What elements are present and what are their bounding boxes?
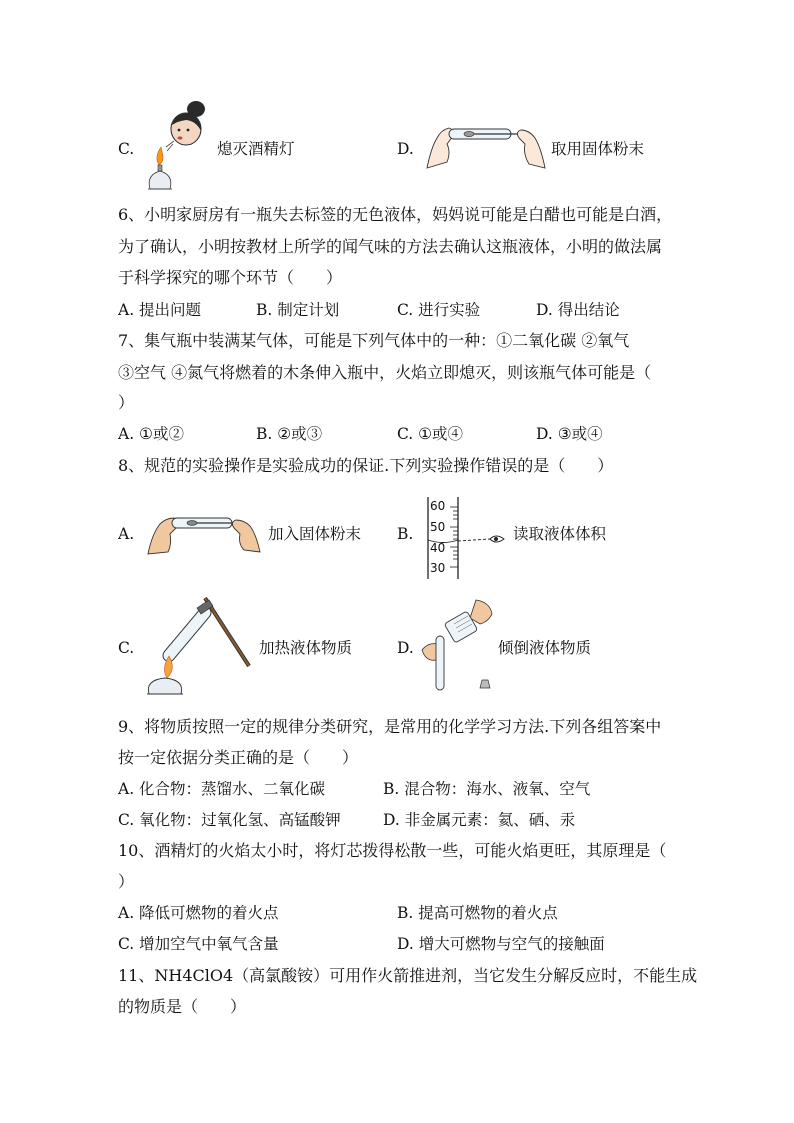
cylinder-tick-50: 50 <box>430 520 446 534</box>
q6-option-d: D. 得出结论 <box>536 301 620 319</box>
q7-option-a: A. ①或② <box>118 425 184 443</box>
q6-stem-line-1: 6、小明家厨房有一瓶失去标签的无色液体，妈妈说可能是白醋也可能是白酒， <box>118 205 673 224</box>
pour-liquid-illustration <box>418 596 498 696</box>
q11-stem-line-2: 的物质是（ ） <box>118 997 247 1016</box>
q8-option-c-letter: C. <box>118 639 135 657</box>
q7-stem-line-3: ） <box>118 393 135 412</box>
q11-stem-line-1: 11、NH4ClO4（高氯酸铵）可用作火箭推进剂，当它发生分解反应时，不能生成 <box>118 966 698 985</box>
q9-option-c: C. 氧化物：过氧化氢、高锰酸钾 <box>118 811 341 829</box>
q8-option-c-caption: 加热液体物质 <box>259 639 353 657</box>
take-solid-powder-illustration <box>425 118 549 174</box>
heat-liquid-illustration <box>145 592 255 698</box>
q10-option-b: B. 提高可燃物的着火点 <box>397 904 558 922</box>
q9-option-d: D. 非金属元素：氦、硒、汞 <box>383 811 576 829</box>
q6-option-a: A. 提出问题 <box>118 301 202 319</box>
q8-option-d-letter: D. <box>397 639 414 657</box>
cylinder-tick-60: 60 <box>430 499 446 513</box>
q8-stem: 8、规范的实验操作是实验成功的保证.下列实验操作错误的是（ ） <box>118 456 614 475</box>
q10-option-a: A. 降低可燃物的着火点 <box>118 904 279 922</box>
q6-stem-line-2: 为了确认，小明按教材上所学的闻气味的方法去确认这瓶液体，小明的做法属 <box>118 237 663 256</box>
q7-option-d: D. ③或④ <box>536 425 603 443</box>
graduated-cylinder-illustration <box>420 495 512 581</box>
q8-option-b-letter: B. <box>397 525 414 543</box>
q8-option-b-caption: 读取液体体积 <box>513 525 607 543</box>
q6-option-c: C. 进行实验 <box>397 301 481 319</box>
q7-option-c: C. ①或④ <box>397 425 464 443</box>
q7-stem-line-2: ③空气 ④氮气将燃着的木条伸入瓶中，火焰立即熄灭，则该瓶气体可能是（ <box>118 363 652 382</box>
q6-option-b: B. 制定计划 <box>256 301 340 319</box>
q9-option-b: B. 混合物：海水、液氧、空气 <box>383 780 591 798</box>
q5-option-d-letter: D. <box>397 140 414 158</box>
blow-out-alcohol-lamp-illustration <box>146 97 212 195</box>
cylinder-tick-30: 30 <box>430 561 446 575</box>
q9-stem-line-2: 按一定依据分类正确的是（ ） <box>118 748 359 767</box>
q7-option-b: B. ②或③ <box>256 425 323 443</box>
q9-option-a: A. 化合物：蒸馏水、二氧化碳 <box>118 780 326 798</box>
q5-option-d-caption: 取用固体粉末 <box>551 140 645 158</box>
q8-option-a-caption: 加入固体粉末 <box>268 525 362 543</box>
q10-option-c: C. 增加空气中氧气含量 <box>118 935 279 953</box>
add-solid-powder-illustration <box>146 510 264 556</box>
q5-option-c-letter: C. <box>118 140 135 158</box>
q10-stem-line-1: 10、酒精灯的火焰太小时，将灯芯拨得松散一些，可能火焰更旺，其原理是（ <box>118 841 667 860</box>
q10-stem-line-2: ） <box>118 872 135 891</box>
q8-option-a-letter: A. <box>118 525 135 543</box>
q10-option-d: D. 增大可燃物与空气的接触面 <box>397 935 605 953</box>
q9-stem-line-1: 9、将物质按照一定的规律分类研究，是常用的化学学习方法.下列各组答案中 <box>118 717 662 736</box>
q8-option-d-caption: 倾倒液体物质 <box>498 639 592 657</box>
q5-option-c-caption: 熄灭酒精灯 <box>217 140 295 158</box>
cylinder-tick-40: 40 <box>430 541 446 555</box>
q7-stem-line-1: 7、集气瓶中装满某气体，可能是下列气体中的一种：①二氧化碳 ②氧气 <box>118 331 630 350</box>
q6-stem-line-3: 于科学探究的哪个环节（ ） <box>118 268 343 287</box>
